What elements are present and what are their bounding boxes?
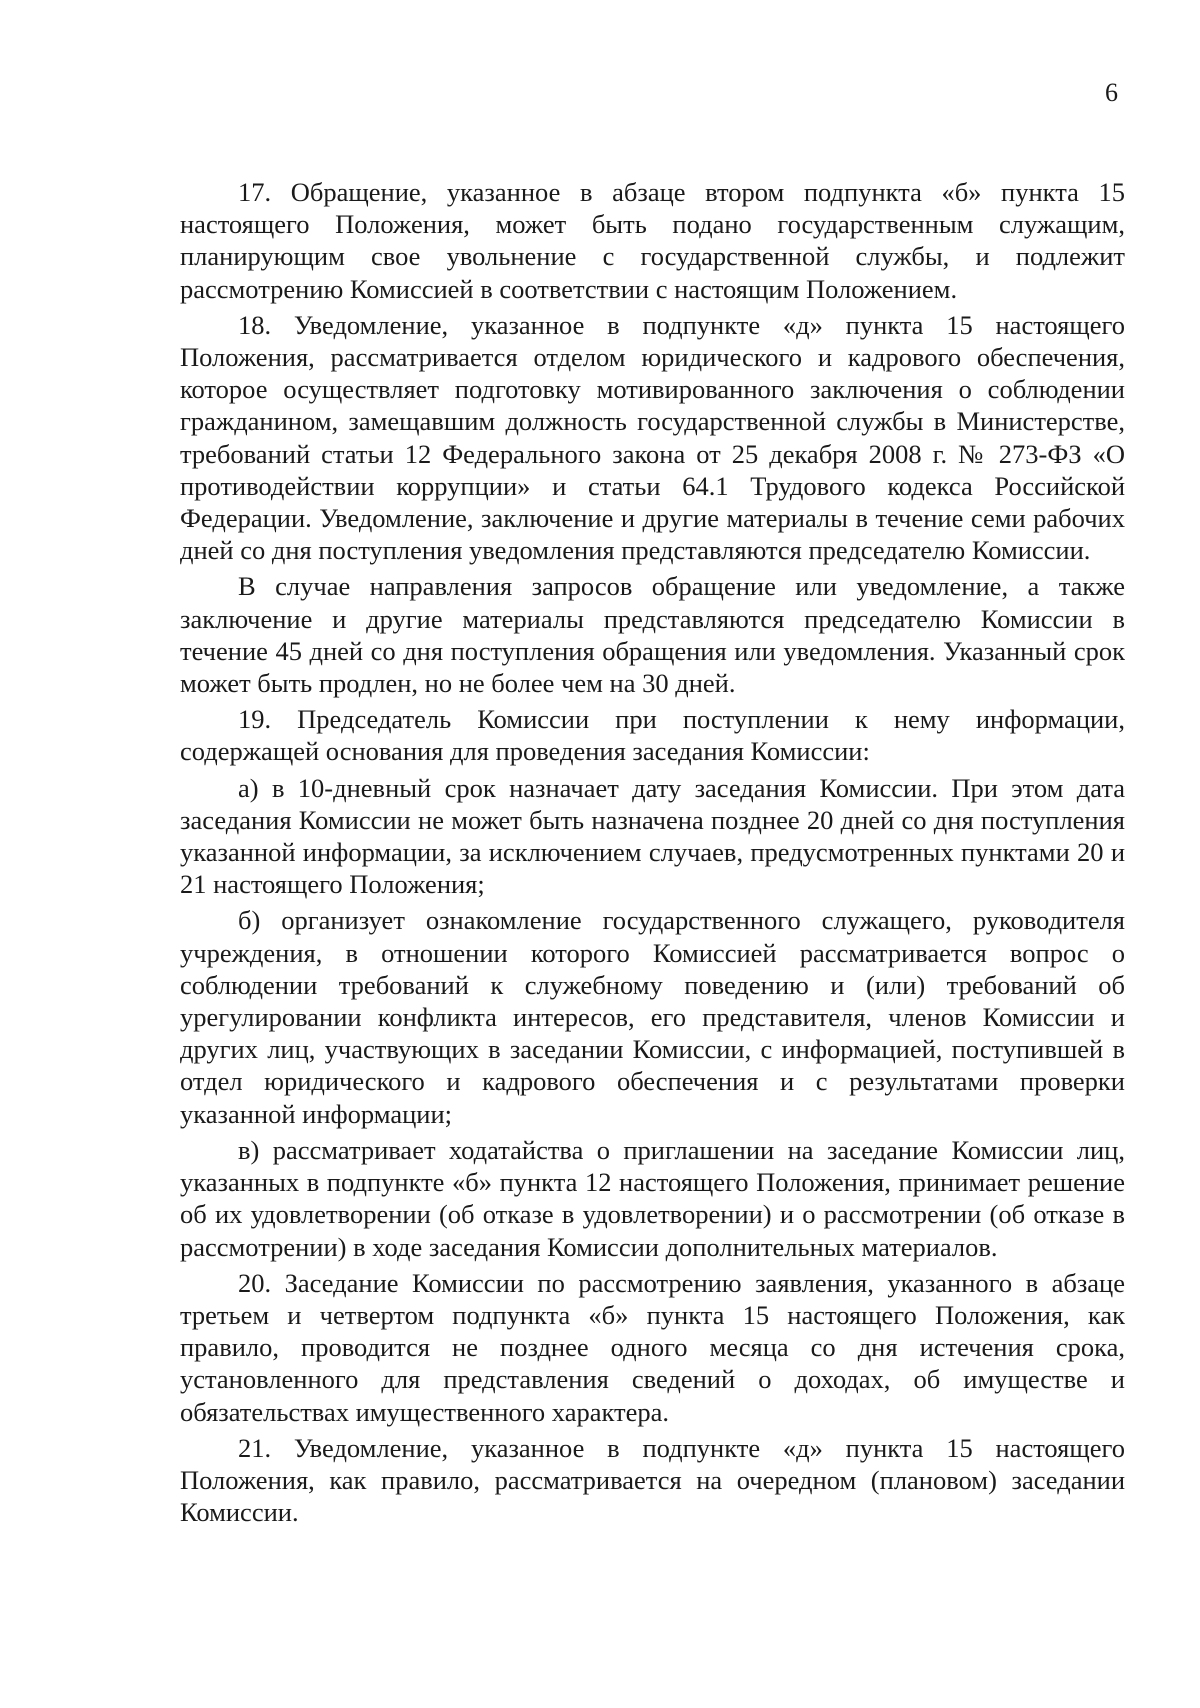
paragraph-19: 19. Председатель Комиссии при поступлении к нему информации, содержащей основания для проведения заседания Комиссии: [180,704,1125,767]
paragraph-18-continued: В случае направления запросов обращение или уведомление, а также заключение и другие материалы представляются председателю Комиссии в течение 45 дней со дня поступления обращения или уведомления. Указанный срок может быть продлен, но не более чем на 30 дней. [180,571,1125,699]
paragraph-18: 18. Уведомление, указанное в подпункте «д» пункта 15 настоящего Положения, рассматривается отделом юридического и кадрового обеспечения, которое осуществляет подготовку мотивированного заключения о соблюдении гражданином, замещавшим должность государственной службы в Министерстве, требований статьи 12 Федерального закона от 25 декабря 2008 г. № 273-ФЗ «О противодействии коррупции» и статьи 64.1 Трудового кодекса Российской Федерации. Уведомление, заключение и другие материалы в течение семи рабочих дней со дня поступления уведомления представляются председателю Комиссии. [180,309,1125,566]
paragraph-19-a: а) в 10-дневный срок назначает дату заседания Комиссии. При этом дата заседания Комиссии не может быть назначена позднее 20 дней со дня поступления указанной информации, за исключением случаев, предусмотренных пунктами 20 и 21 настоящего Положения; [180,772,1125,900]
paragraph-20: 20. Заседание Комиссии по рассмотрению заявления, указанного в абзаце третьем и четвертом подпункта «б» пункта 15 настоящего Положения, как правило, проводится не позднее одного месяца со дня истечения срока, установленного для представления сведений о доходах, об имуществе и обязательствах имущественного характера. [180,1267,1125,1427]
paragraph-19-b: б) организует ознакомление государственного служащего, руководителя учреждения, в отношении которого Комиссией рассматривается вопрос о соблюдении требований к служебному поведению и (или) требований об урегулировании конфликта интересов, его представителя, членов Комиссии и других лиц, участвующих в заседании Комиссии, с информацией, поступившей в отдел юридического и кадрового обеспечения и с результатами проверки указанной информации; [180,905,1125,1129]
paragraph-21: 21. Уведомление, указанное в подпункте «д» пункта 15 настоящего Положения, как правило, рассматривается на очередном (плановом) заседании Комиссии. [180,1432,1125,1528]
paragraph-19-v: в) рассматривает ходатайства о приглашении на заседание Комиссии лиц, указанных в подпункте «б» пункта 12 настоящего Положения, принимает решение об их удовлетворении (об отказе в удовлетворении) и о рассмотрении (об отказе в рассмотрении) в ходе заседания Комиссии дополнительных материалов. [180,1134,1125,1262]
page-number: 6 [1105,78,1118,107]
paragraph-17: 17. Обращение, указанное в абзаце втором подпункта «б» пункта 15 настоящего Положения, может быть подано государственным служащим, планирующим свое увольнение с государственной службы, и подлежит рассмотрению Комиссией в соответствии с настоящим Положением. [180,177,1125,304]
document-body [180,176,1125,1532]
